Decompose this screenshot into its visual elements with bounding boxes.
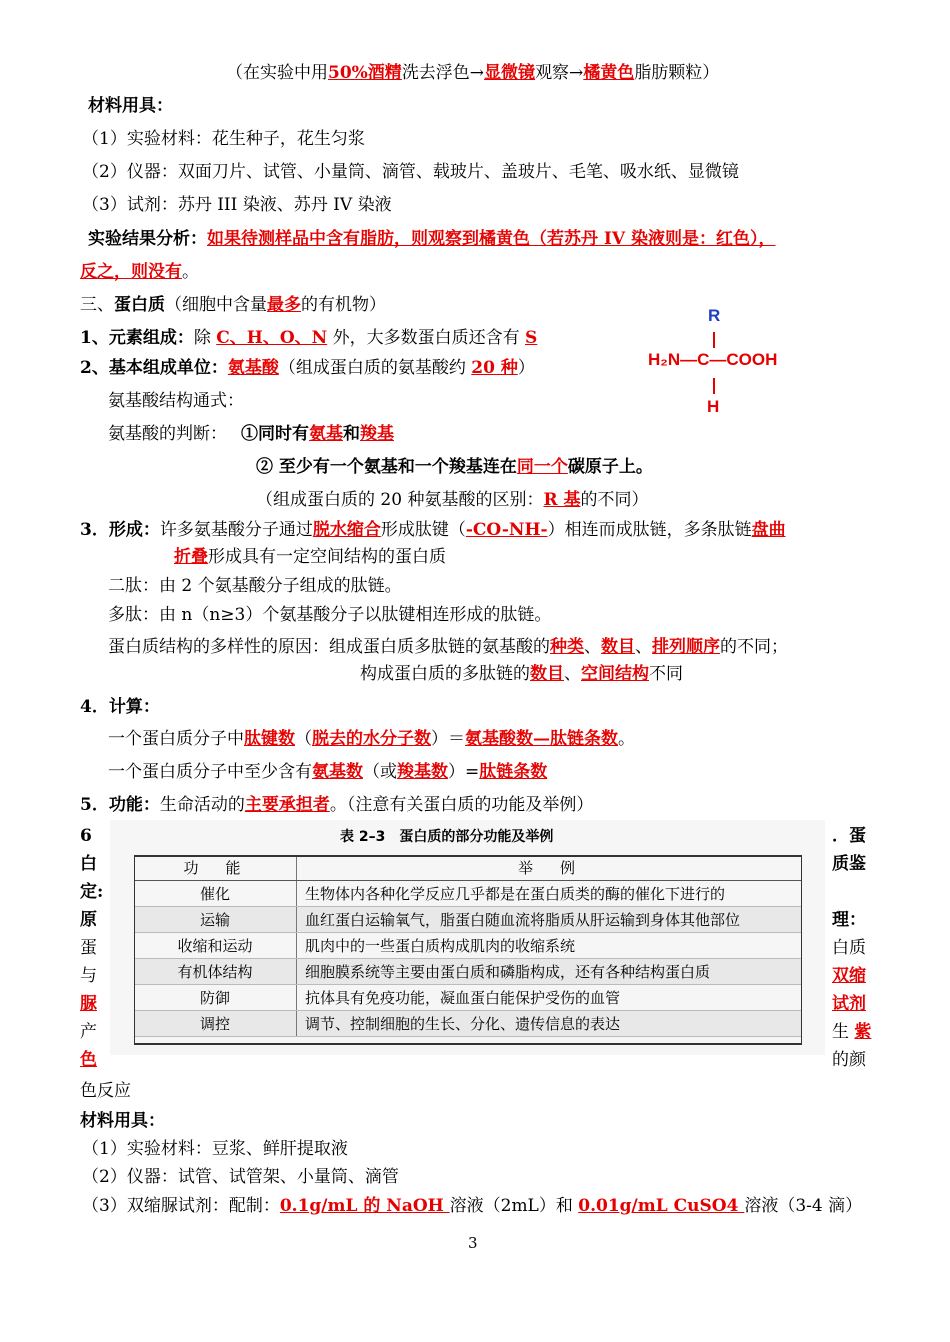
left-fragment: 蛋 xyxy=(80,938,97,958)
formation-cont: 折叠形成具有一定空间结构的蛋白质 xyxy=(174,547,446,567)
bond-line xyxy=(713,332,715,348)
materials-heading-2: 材料用具： xyxy=(80,1111,165,1131)
dipeptide: 二肽：由 2 个氨基酸分子组成的肽链。 xyxy=(108,576,402,596)
element-composition: 1、元素组成：除 C、H、O、N 外，大多数蛋白质还含有 S xyxy=(80,328,538,348)
formation: 3．形成：许多氨基酸分子通过脱水缩合形成肽键（-CO-NH-）相连而成肽链，多条肽链盘曲 xyxy=(80,520,786,540)
left-fragment: 原 xyxy=(80,910,97,930)
bond-line xyxy=(713,378,715,394)
amino-judge-2: ② 至少有一个氨基和一个羧基连在同一个碳原子上。 xyxy=(256,457,653,477)
left-fragment: 白 xyxy=(80,854,97,874)
result-analysis-cont: 反之，则没有。 xyxy=(80,262,199,282)
table-row: 防御 抗体具有免疫功能，凝血蛋白能保护受伤的血管 xyxy=(134,985,802,1011)
table-row: 有机体结构 细胞膜系统等主要由蛋白质和磷脂构成，还有各种结构蛋白质 xyxy=(134,959,802,985)
left-fragment: 色 xyxy=(80,1050,97,1070)
formula-r: R xyxy=(708,306,721,325)
materials2-item-1: （1）实验材料：豆浆、鲜肝提取液 xyxy=(82,1139,348,1159)
left-fragment: 产 xyxy=(80,1022,97,1042)
table-row: 调控 调节、控制细胞的生长、分化、遗传信息的表达 xyxy=(134,1011,802,1037)
materials-item-2: （2）仪器：双面刀片、试管、小量筒、滴管、载玻片、盖玻片、毛笔、吸水纸、显微镜 xyxy=(82,162,739,182)
polypeptide: 多肽：由 n（n≥3）个氨基酸分子以肽键相连形成的肽链。 xyxy=(108,605,552,625)
materials2-item-3: （3）双缩脲试剂：配制：0.1g/mL 的 NaOH 溶液（2mL）和 0.01g/mL CuSO4 溶液（3-4 滴） xyxy=(82,1196,863,1216)
table-row: 催化 生物体内各种化学反应几乎都是在蛋白质类的酶的催化下进行的 xyxy=(134,881,802,907)
calc-line-2: 一个蛋白质分子中至少含有氨基数（或羧基数）=肽链条数 xyxy=(108,762,548,782)
color-reaction: 色反应 xyxy=(80,1081,131,1101)
table-header: 举 例 xyxy=(297,855,803,881)
table-row: 运输 血红蛋白运输氧气，脂蛋白随血流将脂质从肝运输到身体其他部位 xyxy=(134,907,802,933)
page-number: 3 xyxy=(468,1234,478,1252)
section-protein: 三、蛋白质（细胞中含量最多的有机物） xyxy=(80,295,386,315)
formula-label: 氨基酸结构通式： xyxy=(108,391,244,411)
right-fragment: 生 紫 xyxy=(832,1022,872,1042)
calc-heading: 4．计算： xyxy=(80,697,160,717)
materials-heading: 材料用具： xyxy=(88,96,173,116)
left-fragment: 6 xyxy=(80,826,92,846)
table-header: 功 能 xyxy=(134,855,297,881)
right-fragment: 的颜 xyxy=(832,1050,866,1070)
right-fragment: 试剂 xyxy=(832,994,866,1014)
materials-item-1: （1）实验材料：花生种子，花生匀浆 xyxy=(82,129,365,149)
heading-note: （在实验中用50%酒精洗去浮色→显微镜观察→橘黄色脂肪颗粒） xyxy=(226,63,720,83)
right-fragment: 质鉴 xyxy=(832,854,866,874)
table-caption: 表 2–3 蛋白质的部分功能及举例 xyxy=(340,829,554,845)
right-fragment: 白质 xyxy=(832,938,866,958)
left-fragment: 脲 xyxy=(80,994,97,1014)
result-analysis: 实验结果分析：如果待测样品中含有脂肪，则观察到橘黄色（若苏丹 IV 染液则是：红色）， xyxy=(88,229,776,249)
function-table xyxy=(134,855,802,1037)
left-fragment: 与 xyxy=(80,966,97,986)
function: 5．功能：生命活动的主要承担者。（注意有关蛋白质的功能及举例） xyxy=(80,795,594,815)
diversity-2: 构成蛋白质的多肽链的数目、空间结构不同 xyxy=(360,664,683,684)
right-fragment: 理： xyxy=(832,910,866,930)
basic-unit: 2、基本组成单位：氨基酸（组成蛋白质的氨基酸约 20 种） xyxy=(80,358,535,378)
materials2-item-2: （2）仪器：试管、试管架、小量筒、滴管 xyxy=(82,1167,399,1187)
amino-judge-1: 氨基酸的判断： ①同时有氨基和羧基 xyxy=(108,424,394,444)
calc-line-1: 一个蛋白质分子中肽键数（脱去的水分子数）＝氨基酸数—肽链条数。 xyxy=(108,729,635,749)
formula-h: H xyxy=(707,397,720,416)
table-row: 收缩和运动 肌肉中的一些蛋白质构成肌肉的收缩系统 xyxy=(134,933,802,959)
diversity-1: 蛋白质结构的多样性的原因：组成蛋白质多肽链的氨基酸的种类、数目、排列顺序的不同； xyxy=(108,637,788,657)
amino-difference: （组成蛋白质的 20 种氨基酸的区别：R 基的不同） xyxy=(256,490,649,510)
materials-item-3: （3）试剂：苏丹 III 染液、苏丹 IV 染液 xyxy=(82,195,392,215)
formula-row: H₂N—C—COOH xyxy=(648,350,778,369)
right-fragment: 双缩 xyxy=(832,966,866,986)
amino-acid-formula xyxy=(640,300,820,420)
right-fragment: ．蛋 xyxy=(832,826,866,846)
left-fragment: 定: xyxy=(80,882,104,902)
